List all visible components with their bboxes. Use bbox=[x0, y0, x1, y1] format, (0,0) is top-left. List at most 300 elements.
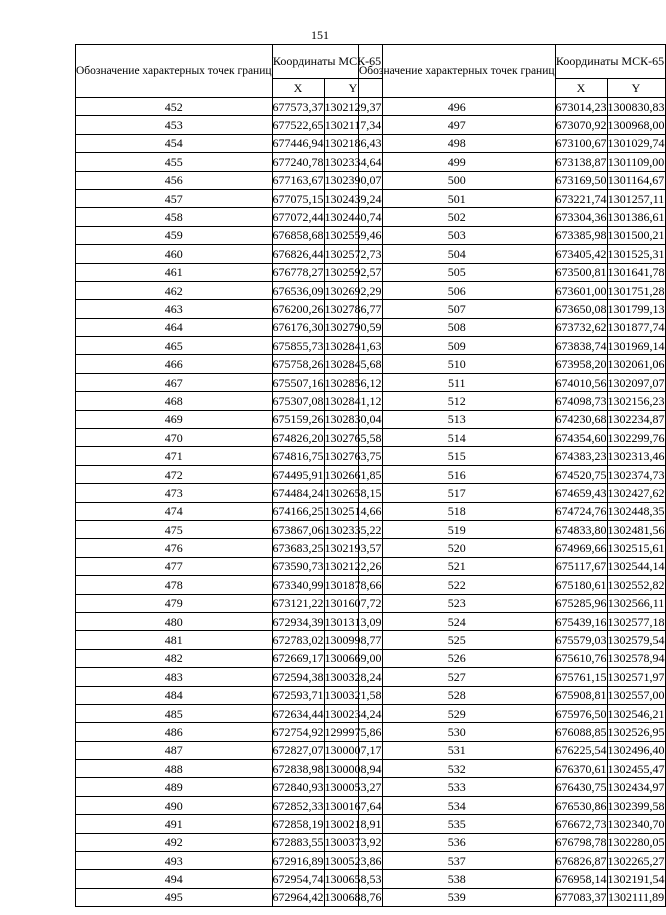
point-number: 525 bbox=[359, 631, 556, 649]
table-row bbox=[76, 392, 383, 410]
table-row bbox=[359, 355, 666, 373]
point-number: 508 bbox=[359, 318, 556, 336]
y-coordinate: 1302335,22 bbox=[324, 520, 382, 538]
x-coordinate: 676826,87 bbox=[555, 852, 607, 870]
point-label-header: Обозначение характерных точек границ bbox=[359, 45, 556, 98]
y-coordinate: 1302117,34 bbox=[324, 116, 382, 134]
table-row bbox=[359, 208, 666, 226]
x-coordinate: 676826,44 bbox=[272, 245, 324, 263]
table-row bbox=[359, 447, 666, 465]
y-coordinate: 1302234,87 bbox=[607, 410, 665, 428]
x-coordinate: 675117,67 bbox=[555, 557, 607, 575]
y-coordinate: 1302526,95 bbox=[607, 723, 665, 741]
table-row bbox=[76, 741, 383, 759]
point-number: 471 bbox=[76, 447, 273, 465]
point-number: 507 bbox=[359, 300, 556, 318]
y-coordinate: 1302566,11 bbox=[607, 594, 665, 612]
y-coordinate: 1301751,28 bbox=[607, 281, 665, 299]
coords-header: Координаты МСК-65 bbox=[555, 45, 665, 79]
y-coordinate: 1302763,75 bbox=[324, 447, 382, 465]
table-row bbox=[359, 520, 666, 538]
table-row bbox=[76, 760, 383, 778]
y-coordinate: 1302592,57 bbox=[324, 263, 382, 281]
table-row bbox=[76, 429, 383, 447]
table-row bbox=[359, 539, 666, 557]
point-number: 488 bbox=[76, 760, 273, 778]
table-row bbox=[76, 208, 383, 226]
x-coordinate: 676798,78 bbox=[555, 833, 607, 851]
x-coordinate: 672964,42 bbox=[272, 888, 324, 906]
point-number: 529 bbox=[359, 704, 556, 722]
y-coordinate: 1302786,77 bbox=[324, 300, 382, 318]
point-number: 496 bbox=[359, 98, 556, 116]
y-coordinate: 1301877,74 bbox=[607, 318, 665, 336]
point-number: 466 bbox=[76, 355, 273, 373]
x-coordinate: 675285,96 bbox=[555, 594, 607, 612]
point-number: 475 bbox=[76, 520, 273, 538]
y-coordinate: 1300328,24 bbox=[324, 668, 382, 686]
table-row bbox=[76, 833, 383, 851]
point-number: 458 bbox=[76, 208, 273, 226]
y-coordinate: 1300234,24 bbox=[324, 704, 382, 722]
x-coordinate: 675439,16 bbox=[555, 612, 607, 630]
point-number: 530 bbox=[359, 723, 556, 741]
table-row bbox=[359, 226, 666, 244]
y-coordinate: 1302765,58 bbox=[324, 429, 382, 447]
point-number: 504 bbox=[359, 245, 556, 263]
y-coordinate: 1300968,00 bbox=[607, 116, 665, 134]
point-number: 522 bbox=[359, 576, 556, 594]
table-row bbox=[76, 447, 383, 465]
table-row bbox=[76, 226, 383, 244]
y-coordinate: 1302334,64 bbox=[324, 153, 382, 171]
table-row bbox=[76, 318, 383, 336]
x-coordinate: 672754,92 bbox=[272, 723, 324, 741]
y-coordinate: 1302559,46 bbox=[324, 226, 382, 244]
table-row bbox=[359, 870, 666, 888]
point-number: 482 bbox=[76, 649, 273, 667]
table-row bbox=[359, 576, 666, 594]
table-body-left bbox=[76, 98, 383, 907]
y-coordinate: 1302515,61 bbox=[607, 539, 665, 557]
point-number: 485 bbox=[76, 704, 273, 722]
x-coordinate: 672783,02 bbox=[272, 631, 324, 649]
x-coordinate: 676530,86 bbox=[555, 796, 607, 814]
y-header: Y bbox=[607, 79, 665, 98]
point-number: 478 bbox=[76, 576, 273, 594]
point-number: 462 bbox=[76, 281, 273, 299]
table-row bbox=[359, 796, 666, 814]
table-row bbox=[359, 612, 666, 630]
point-number: 495 bbox=[76, 888, 273, 906]
point-number: 452 bbox=[76, 98, 273, 116]
point-number: 505 bbox=[359, 263, 556, 281]
x-coordinate: 674484,24 bbox=[272, 484, 324, 502]
point-number: 514 bbox=[359, 429, 556, 447]
y-coordinate: 1300688,76 bbox=[324, 888, 382, 906]
point-number: 465 bbox=[76, 337, 273, 355]
table-row bbox=[76, 649, 383, 667]
x-coordinate: 672883,55 bbox=[272, 833, 324, 851]
x-coordinate: 673867,06 bbox=[272, 520, 324, 538]
point-number: 512 bbox=[359, 392, 556, 410]
x-header: X bbox=[555, 79, 607, 98]
y-coordinate: 1301799,13 bbox=[607, 300, 665, 318]
point-number: 534 bbox=[359, 796, 556, 814]
y-coordinate: 1302193,57 bbox=[324, 539, 382, 557]
table-row bbox=[359, 153, 666, 171]
x-coordinate: 676225,54 bbox=[555, 741, 607, 759]
x-coordinate: 673958,20 bbox=[555, 355, 607, 373]
point-number: 535 bbox=[359, 815, 556, 833]
y-coordinate: 1302097,07 bbox=[607, 373, 665, 391]
y-coordinate: 1302552,82 bbox=[607, 576, 665, 594]
y-coordinate: 1301029,74 bbox=[607, 134, 665, 152]
x-coordinate: 677163,67 bbox=[272, 171, 324, 189]
x-coordinate: 672954,74 bbox=[272, 870, 324, 888]
y-coordinate: 1302692,29 bbox=[324, 281, 382, 299]
x-coordinate: 674724,76 bbox=[555, 502, 607, 520]
x-coordinate: 676958,14 bbox=[555, 870, 607, 888]
point-number: 477 bbox=[76, 557, 273, 575]
point-number: 531 bbox=[359, 741, 556, 759]
x-coordinate: 674166,25 bbox=[272, 502, 324, 520]
table-row bbox=[359, 189, 666, 207]
x-coordinate: 675507,16 bbox=[272, 373, 324, 391]
x-coordinate: 673732,62 bbox=[555, 318, 607, 336]
x-coordinate: 672669,17 bbox=[272, 649, 324, 667]
y-coordinate: 1300658,53 bbox=[324, 870, 382, 888]
coordinates-table-left bbox=[75, 44, 383, 907]
y-coordinate: 1302439,24 bbox=[324, 189, 382, 207]
table-row bbox=[76, 870, 383, 888]
x-coordinate: 673590,73 bbox=[272, 557, 324, 575]
point-number: 486 bbox=[76, 723, 273, 741]
point-number: 456 bbox=[76, 171, 273, 189]
table-row bbox=[76, 815, 383, 833]
y-coordinate: 1302661,85 bbox=[324, 465, 382, 483]
point-number: 536 bbox=[359, 833, 556, 851]
x-coordinate: 672858,19 bbox=[272, 815, 324, 833]
y-coordinate: 1302496,40 bbox=[607, 741, 665, 759]
y-coordinate: 1302191,54 bbox=[607, 870, 665, 888]
table-row bbox=[76, 355, 383, 373]
y-coordinate: 1302280,05 bbox=[607, 833, 665, 851]
table-row bbox=[76, 410, 383, 428]
point-number: 509 bbox=[359, 337, 556, 355]
point-number: 526 bbox=[359, 649, 556, 667]
table-row bbox=[359, 263, 666, 281]
point-number: 476 bbox=[76, 539, 273, 557]
y-coordinate: 1302455,47 bbox=[607, 760, 665, 778]
y-coordinate: 1301878,66 bbox=[324, 576, 382, 594]
table-row bbox=[359, 98, 666, 116]
table-row bbox=[359, 557, 666, 575]
y-coordinate: 1301607,72 bbox=[324, 594, 382, 612]
x-coordinate: 673838,74 bbox=[555, 337, 607, 355]
x-coordinate: 672634,44 bbox=[272, 704, 324, 722]
table-row bbox=[359, 594, 666, 612]
x-coordinate: 673221,74 bbox=[555, 189, 607, 207]
table-row bbox=[359, 686, 666, 704]
x-coordinate: 675180,61 bbox=[555, 576, 607, 594]
point-number: 513 bbox=[359, 410, 556, 428]
x-coordinate: 672838,98 bbox=[272, 760, 324, 778]
point-number: 494 bbox=[76, 870, 273, 888]
point-number: 503 bbox=[359, 226, 556, 244]
point-number: 524 bbox=[359, 612, 556, 630]
y-coordinate: 1300218,91 bbox=[324, 815, 382, 833]
x-coordinate: 672594,38 bbox=[272, 668, 324, 686]
point-number: 498 bbox=[359, 134, 556, 152]
point-number: 537 bbox=[359, 852, 556, 870]
point-number: 502 bbox=[359, 208, 556, 226]
table-row bbox=[76, 888, 383, 906]
y-coordinate: 1302399,58 bbox=[607, 796, 665, 814]
table-row bbox=[76, 576, 383, 594]
y-coordinate: 1300008,94 bbox=[324, 760, 382, 778]
point-number: 500 bbox=[359, 171, 556, 189]
x-coordinate: 672840,93 bbox=[272, 778, 324, 796]
table-row bbox=[359, 373, 666, 391]
point-number: 527 bbox=[359, 668, 556, 686]
table-row bbox=[76, 723, 383, 741]
x-coordinate: 674010,56 bbox=[555, 373, 607, 391]
table-row bbox=[359, 704, 666, 722]
y-coordinate: 1302374,73 bbox=[607, 465, 665, 483]
x-coordinate: 674969,66 bbox=[555, 539, 607, 557]
table-row bbox=[359, 429, 666, 447]
y-coordinate: 1300007,17 bbox=[324, 741, 382, 759]
table-row bbox=[359, 649, 666, 667]
table-row bbox=[76, 557, 383, 575]
y-coordinate: 1302841,12 bbox=[324, 392, 382, 410]
table-row bbox=[76, 539, 383, 557]
x-coordinate: 673385,98 bbox=[555, 226, 607, 244]
x-coordinate: 675579,03 bbox=[555, 631, 607, 649]
y-coordinate: 1302481,56 bbox=[607, 520, 665, 538]
y-coordinate: 1301525,31 bbox=[607, 245, 665, 263]
x-coordinate: 676778,27 bbox=[272, 263, 324, 281]
point-number: 474 bbox=[76, 502, 273, 520]
y-coordinate: 1302313,46 bbox=[607, 447, 665, 465]
x-coordinate: 674816,75 bbox=[272, 447, 324, 465]
x-coordinate: 676088,85 bbox=[555, 723, 607, 741]
table-row bbox=[76, 98, 383, 116]
table-row bbox=[76, 171, 383, 189]
table-row bbox=[359, 318, 666, 336]
x-coordinate: 674520,75 bbox=[555, 465, 607, 483]
x-coordinate: 673121,22 bbox=[272, 594, 324, 612]
y-coordinate: 1302440,74 bbox=[324, 208, 382, 226]
table-row bbox=[76, 153, 383, 171]
x-coordinate: 674833,80 bbox=[555, 520, 607, 538]
table-row bbox=[359, 281, 666, 299]
point-number: 453 bbox=[76, 116, 273, 134]
table-row bbox=[359, 815, 666, 833]
table-row bbox=[359, 134, 666, 152]
point-number: 463 bbox=[76, 300, 273, 318]
x-coordinate: 675307,08 bbox=[272, 392, 324, 410]
point-number: 511 bbox=[359, 373, 556, 391]
table-row bbox=[359, 723, 666, 741]
table-row bbox=[76, 263, 383, 281]
table-row bbox=[359, 502, 666, 520]
point-number: 467 bbox=[76, 373, 273, 391]
table-row bbox=[359, 484, 666, 502]
x-coordinate: 675855,73 bbox=[272, 337, 324, 355]
y-coordinate: 1302156,23 bbox=[607, 392, 665, 410]
table-row bbox=[76, 300, 383, 318]
table-row bbox=[76, 465, 383, 483]
point-number: 457 bbox=[76, 189, 273, 207]
y-coordinate: 1302061,06 bbox=[607, 355, 665, 373]
y-coordinate: 1302572,73 bbox=[324, 245, 382, 263]
table-row bbox=[359, 300, 666, 318]
point-number: 481 bbox=[76, 631, 273, 649]
y-coordinate: 1300167,64 bbox=[324, 796, 382, 814]
x-coordinate: 676858,68 bbox=[272, 226, 324, 244]
y-coordinate: 1302544,14 bbox=[607, 557, 665, 575]
x-coordinate: 674383,23 bbox=[555, 447, 607, 465]
y-coordinate: 1299975,86 bbox=[324, 723, 382, 741]
table-row bbox=[359, 245, 666, 263]
x-coordinate: 673500,81 bbox=[555, 263, 607, 281]
x-coordinate: 674230,68 bbox=[555, 410, 607, 428]
x-coordinate: 675758,26 bbox=[272, 355, 324, 373]
y-coordinate: 1300053,27 bbox=[324, 778, 382, 796]
x-coordinate: 677072,44 bbox=[272, 208, 324, 226]
point-number: 519 bbox=[359, 520, 556, 538]
y-coordinate: 1300830,83 bbox=[607, 98, 665, 116]
x-coordinate: 676536,09 bbox=[272, 281, 324, 299]
point-number: 518 bbox=[359, 502, 556, 520]
table-row bbox=[76, 520, 383, 538]
x-coordinate: 673070,92 bbox=[555, 116, 607, 134]
x-coordinate: 677446,94 bbox=[272, 134, 324, 152]
point-number: 472 bbox=[76, 465, 273, 483]
point-number: 473 bbox=[76, 484, 273, 502]
table-row bbox=[359, 116, 666, 134]
x-coordinate: 673650,08 bbox=[555, 300, 607, 318]
y-coordinate: 1302790,59 bbox=[324, 318, 382, 336]
table-row bbox=[76, 594, 383, 612]
table-row bbox=[76, 852, 383, 870]
y-coordinate: 1302514,66 bbox=[324, 502, 382, 520]
x-coordinate: 677522,65 bbox=[272, 116, 324, 134]
y-coordinate: 1302841,63 bbox=[324, 337, 382, 355]
table-row bbox=[76, 373, 383, 391]
x-coordinate: 675976,50 bbox=[555, 704, 607, 722]
point-number: 538 bbox=[359, 870, 556, 888]
x-coordinate: 673100,67 bbox=[555, 134, 607, 152]
table-row bbox=[359, 171, 666, 189]
x-coordinate: 672934,39 bbox=[272, 612, 324, 630]
point-number: 516 bbox=[359, 465, 556, 483]
x-coordinate: 675761,15 bbox=[555, 668, 607, 686]
point-number: 480 bbox=[76, 612, 273, 630]
x-coordinate: 673169,50 bbox=[555, 171, 607, 189]
table-row bbox=[76, 778, 383, 796]
y-coordinate: 1302434,97 bbox=[607, 778, 665, 796]
x-coordinate: 672916,89 bbox=[272, 852, 324, 870]
x-coordinate: 677075,15 bbox=[272, 189, 324, 207]
x-coordinate: 673340,99 bbox=[272, 576, 324, 594]
y-coordinate: 1302658,15 bbox=[324, 484, 382, 502]
y-coordinate: 1301969,14 bbox=[607, 337, 665, 355]
table-row bbox=[76, 686, 383, 704]
point-number: 460 bbox=[76, 245, 273, 263]
table-row bbox=[76, 612, 383, 630]
table-row bbox=[359, 392, 666, 410]
point-number: 464 bbox=[76, 318, 273, 336]
point-number: 528 bbox=[359, 686, 556, 704]
x-coordinate: 674826,20 bbox=[272, 429, 324, 447]
x-coordinate: 674098,73 bbox=[555, 392, 607, 410]
table-row bbox=[359, 410, 666, 428]
point-number: 510 bbox=[359, 355, 556, 373]
table-row bbox=[359, 852, 666, 870]
y-coordinate: 1302129,37 bbox=[324, 98, 382, 116]
point-number: 454 bbox=[76, 134, 273, 152]
table-body-right bbox=[359, 98, 666, 907]
x-coordinate: 675908,81 bbox=[555, 686, 607, 704]
x-coordinate: 676672,73 bbox=[555, 815, 607, 833]
point-number: 520 bbox=[359, 539, 556, 557]
y-coordinate: 1301641,78 bbox=[607, 263, 665, 281]
y-coordinate: 1301257,11 bbox=[607, 189, 665, 207]
table-row bbox=[76, 484, 383, 502]
y-coordinate: 1300523,86 bbox=[324, 852, 382, 870]
table-row bbox=[76, 668, 383, 686]
x-coordinate: 676200,26 bbox=[272, 300, 324, 318]
point-number: 483 bbox=[76, 668, 273, 686]
point-number: 493 bbox=[76, 852, 273, 870]
y-coordinate: 1300998,77 bbox=[324, 631, 382, 649]
coordinates-table-right bbox=[358, 44, 666, 907]
y-header: Y bbox=[324, 79, 382, 98]
point-number: 532 bbox=[359, 760, 556, 778]
table-row bbox=[76, 631, 383, 649]
x-coordinate: 675159,26 bbox=[272, 410, 324, 428]
x-coordinate: 674659,43 bbox=[555, 484, 607, 502]
x-coordinate: 673683,25 bbox=[272, 539, 324, 557]
table-row bbox=[76, 134, 383, 152]
y-coordinate: 1302427,62 bbox=[607, 484, 665, 502]
point-number: 506 bbox=[359, 281, 556, 299]
point-number: 517 bbox=[359, 484, 556, 502]
table-row bbox=[359, 833, 666, 851]
y-coordinate: 1302577,18 bbox=[607, 612, 665, 630]
point-number: 539 bbox=[359, 888, 556, 906]
x-coordinate: 673304,36 bbox=[555, 208, 607, 226]
y-coordinate: 1301386,61 bbox=[607, 208, 665, 226]
x-coordinate: 674495,91 bbox=[272, 465, 324, 483]
point-number: 499 bbox=[359, 153, 556, 171]
y-coordinate: 1301500,21 bbox=[607, 226, 665, 244]
point-number: 490 bbox=[76, 796, 273, 814]
y-coordinate: 1302448,35 bbox=[607, 502, 665, 520]
x-coordinate: 677083,37 bbox=[555, 888, 607, 906]
table-row bbox=[76, 281, 383, 299]
point-number: 489 bbox=[76, 778, 273, 796]
x-coordinate: 676176,30 bbox=[272, 318, 324, 336]
x-coordinate: 677573,37 bbox=[272, 98, 324, 116]
y-coordinate: 1302186,43 bbox=[324, 134, 382, 152]
y-coordinate: 1302578,94 bbox=[607, 649, 665, 667]
y-coordinate: 1302830,04 bbox=[324, 410, 382, 428]
point-number: 484 bbox=[76, 686, 273, 704]
